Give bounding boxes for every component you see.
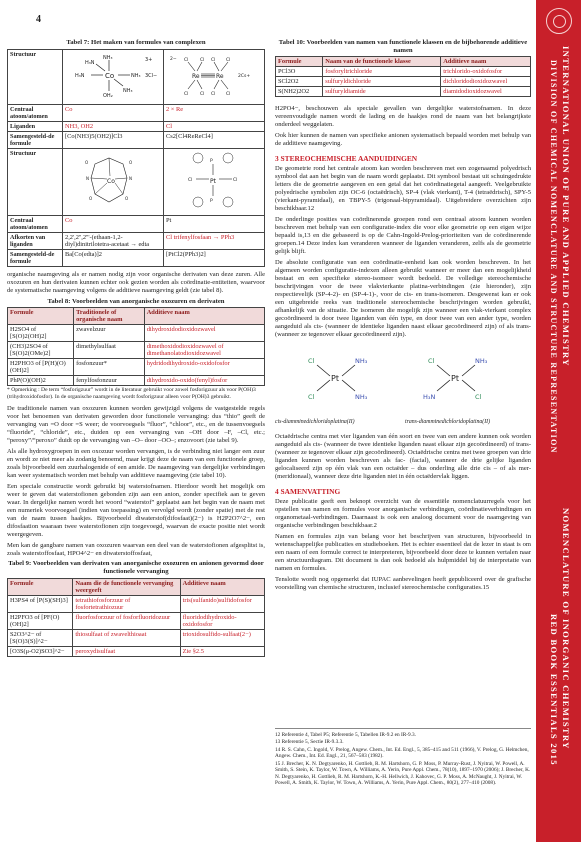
right-column <box>275 38 531 595</box>
table-row <box>8 629 265 646</box>
table-cell: dimethylsulfaat <box>74 342 145 359</box>
column-header: Additieve naam <box>180 578 264 595</box>
table-row <box>8 376 265 386</box>
svg-text:NH₃: NH₃ <box>103 54 113 61</box>
svg-text:Pt: Pt <box>451 374 459 383</box>
table8-note: * Opmerking : De term “fosforigzuur” wordt in de literatuur gebruikt voor zowel fosforigzuur als voor P(OH)3 (trihydroxidofosfor). In de organische naamgeving wordt fosforigzuur alleen voor P(OH)3 gebruikt. <box>7 387 256 401</box>
table-cell: (CH3)2SO4 of [S(O)2(OMe)2] <box>8 342 74 359</box>
paragraph: De onderlinge posities van coördinerende groepen rond een centraal atoom kunnen worden beschreven met behulp van een configuratie-index die voor elke geometrie op een eigen wijze bepaald is,13 en die gebaseerd is op de Cahn-Ingold-Prelog-prioriteiten van de coördinerende groepen.14 Deze index kan veranderen wanneer de liganden veranderen, zelfs als de geometrie gelijk blijft. <box>275 216 531 256</box>
svg-text:Co: Co <box>107 177 115 185</box>
paragraph: Deze publicatie geeft een beknopt overzicht van de essentiële nomenclatuurregels voor het opstellen van namen en formules voor anorganische verbindingen, coördinatieverbindingen en organometaal-verbindingen. Daarnaast is ook een analoog document voor de naamgeving van organische verbindingen beschikbaar.2 <box>275 497 531 529</box>
table-row <box>8 249 265 266</box>
svg-text:Re: Re <box>192 72 200 80</box>
table-row <box>8 148 265 215</box>
table-row <box>8 215 265 232</box>
sidebar-title-line1: INTERNATIONAL UNION OF PURE AND APPLIED CHEMISTRY <box>561 46 571 367</box>
svg-text:O: O <box>125 195 129 201</box>
table-cell: [PtCl2(PPh3)2] <box>164 249 265 266</box>
svg-text:H₃N: H₃N <box>75 72 85 79</box>
table-header-row <box>276 57 531 67</box>
svg-text:NH₃: NH₃ <box>123 87 133 94</box>
platinum-phosphane-drawing <box>166 150 262 210</box>
iupac-seal-icon <box>546 8 572 34</box>
table-cell: dihydroxido-oxido(fenyl)fosfor <box>144 376 264 386</box>
rhenium-dimer-structure <box>164 49 265 104</box>
table7-label-samengesteld: Samengesteld-de formule <box>8 131 63 148</box>
table7 <box>7 49 265 267</box>
table7-label-centraal: Centraal atoom/atomen <box>8 104 63 121</box>
table-row <box>8 121 265 131</box>
table7-label-liganden: Liganden <box>8 121 63 131</box>
table-cell: fenylfosfonzuur <box>74 376 145 386</box>
paragraph: Tenslotte wordt nog opgemerkt dat IUPAC aanbevelingen heeft gepubliceerd over de grafische voorstelling van chemische structuren, inclusief stereochemische configuraties.15 <box>275 575 531 591</box>
sidebar-title-line2: DIVISION OF CHEMICAL NOMENCLATURE AND STRUCTURE REPRESENTATION <box>549 60 558 454</box>
svg-text:Cl: Cl <box>200 91 205 97</box>
table-header-row <box>8 308 265 325</box>
table-row <box>8 646 265 656</box>
svg-text:Cl: Cl <box>200 57 205 63</box>
svg-text:Cl: Cl <box>188 177 193 183</box>
cobalt-edta-structure <box>63 148 164 215</box>
table-cell: Pt <box>164 215 265 232</box>
svg-text:P: P <box>210 198 213 204</box>
svg-text:N: N <box>86 175 89 181</box>
left-column <box>7 38 265 657</box>
table-cell: S2O3^2− of [S(O)3(S)]^2− <box>8 629 73 646</box>
table-cell: sulfuryldiamide <box>323 87 441 97</box>
table-row <box>8 359 265 376</box>
section-heading: 3 STEREOCHEMISCHE AANDUIDINGEN <box>275 154 418 164</box>
table-row <box>276 87 531 97</box>
paragraph: Als alle hydroxygroepen in een oxozuur worden vervangen, is de verbinding niet langer een zuur en wordt ze niet meer als zodanig benoemd, maar krijgt deze de naam van een functionele groep, zoals bijvoorbeeld een zuurhalogenide of een amide. De naamgeving van dergelijke verbindingen kan weer systematisch worden met behulp van additieve naamgeving (zie tabel 10). <box>7 447 265 479</box>
table-cell: NH3, OH2 <box>63 121 164 131</box>
paragraph: Men kan de gangbare namen van oxozuren waarvan een deel van de waterstofionen afgesplitst is, zoals waterstoffosfaat, HPO4^2− en diwaterstoffosfaat, <box>7 541 265 557</box>
platinum-phosphane-structure <box>164 148 265 215</box>
paragraph: Een speciale constructie wordt gebruikt bij waterstofnamen. Hierdoor wordt het mogelijk om weer te geven dat waterstofionen gebonden zijn aan een anion, zonder specifiek aan te geven waar. In dergelijke namen wordt het woord “waterstof” geplaatst aan het begin van de naam met een numeriek voorvoegsel (indien van toepassing) en vervolgd wordt (zonder spatie) met de rest van de naam tussen haakjes. Bijvoorbeeld diwaterstof(difosfaat)(2−) is H2P2O7^2−, een difosfaation waaraan twee waterstofionen zijn toegevoegd, waarvan de exacte positie niet wordt weergegeven. <box>7 482 265 538</box>
svg-text:Cl: Cl <box>428 357 435 365</box>
charge-label: 3+ <box>145 56 153 63</box>
table-cell: dimethoxidodioxidozwavel of dimethanolatodioxidozwavel <box>144 342 264 359</box>
svg-text:Co: Co <box>105 71 115 80</box>
table-row <box>8 595 265 612</box>
table10 <box>275 56 531 97</box>
page-number: 4 <box>36 14 41 25</box>
paragraph: De geometrie rond het centrale atoom kan worden beschreven met een zogenaamd polyedrisch symbool dat aan het begin van de naam wordt geplaatst. Dit symbool bestaat uit schuingedrukte letters die de geometrie aangeven en een getal dat het coördinatiegetal aangeeft. Veelgebruikte polyedrische symbolen zijn OC-6 (octaëdrisch), SP-4 (vlak vierkant), T-4 (tetraëdrisch), SPY-5 (vierkant-pyramidaal), en TBPY-5 (trigonaal-bipyramidaal). Uitgebreidere overzichten zijn beschikbaar.12 <box>275 165 531 213</box>
table-cell: peroxydisulfaat <box>73 646 180 656</box>
table7-label-samengesteld-2: Samengesteld-de formule <box>8 249 63 266</box>
counterion-label: 2Cs+ <box>238 73 251 79</box>
table10-caption: Tabel 10: Voorbeelden van namen van functionele klassen en de bijbehorende additieve namen <box>278 39 528 54</box>
svg-text:P: P <box>210 158 213 164</box>
table-row <box>8 342 265 359</box>
table-cell: diamidodioxidozwavel <box>441 87 531 97</box>
table7-label-afkorten: Afkorten van liganden <box>8 232 63 249</box>
table-row <box>8 232 265 249</box>
svg-text:O: O <box>89 195 93 201</box>
table-cell: fosfonzuur* <box>74 359 145 376</box>
platinum-isomers-drawing <box>275 343 531 415</box>
footnote: 13 Referentie 5, Sectie IR-9.3.3. <box>275 739 344 746</box>
svg-text:Cl: Cl <box>233 177 238 183</box>
paragraph: organische naamgeving als er namen nodig zijn voor organische derivaten van deze zuren. Alle oxozuren en hun derivaten kunnen echter ook gezien worden als coördinatie-entiteiten, waarvoor de systematische naamgeving volgens de additieve naamgeving geldt (zie tabel 8). <box>7 270 265 294</box>
table-cell: SCl2O2 <box>276 77 323 87</box>
table-cell: tris(sulfanido)sulfidofosfor <box>180 595 264 612</box>
table-cell: [O3S(μ-O2)SO3]^2− <box>8 646 73 656</box>
svg-text:Cl: Cl <box>211 91 216 97</box>
paragraph: H2PO4−, beschouwen als speciale gevallen van dergelijke waterstofnamen. In deze vereenvoudigde namen wordt de lading en de haakjes rond de naam van het belangrijkste onderdeel weggelaten. <box>275 105 531 129</box>
cis-isomer-caption: cis-diamminedichloridoplatina(II) <box>275 419 355 425</box>
svg-text:Re: Re <box>216 72 224 80</box>
table-cell: zwavelzuur <box>74 325 145 342</box>
table-cell: S(NH2)2O2 <box>276 87 323 97</box>
footnote: 12 Referentie 4, Tabel P5; Referentie 5, Tabellen IR-9.2 en IR-9.3. <box>275 732 417 738</box>
column-header: Formule <box>276 57 323 67</box>
svg-text:O: O <box>129 159 133 165</box>
table-row <box>276 67 531 77</box>
svg-text:Pt: Pt <box>331 374 339 383</box>
svg-text:NH₃: NH₃ <box>355 393 368 401</box>
footnote: 14 R. S. Cahn, C. Ingold, V. Prelog, Angew. Chem., Int. Ed. Engl., 5, 385–415 and 511 (1966), V. Prelog, G. Helmchen, Angew. Chem., Int. Ed. Engl., 21, 567–583 (1982). <box>275 746 529 760</box>
svg-text:Cl: Cl <box>211 57 216 63</box>
table8 <box>7 307 265 386</box>
table-cell: 2,2',2'',2'''-(ethaan-1,2-diyl)dinitrilotetra-acetaat → edta <box>63 232 164 249</box>
svg-text:Cl: Cl <box>226 91 231 97</box>
table-cell: dichloridodioxidozwavel <box>441 77 531 87</box>
table-row <box>8 612 265 629</box>
table-cell: Co <box>63 104 164 121</box>
column-header: Additieve naam <box>441 57 531 67</box>
table-cell: fluorfosforzuur of fosforfluoridozuur <box>73 612 180 629</box>
table-cell: tetrathiofosforzuur of fosfortetrathiozuur <box>73 595 180 612</box>
svg-text:NH₃: NH₃ <box>475 357 488 365</box>
counterion-label: 3Cl− <box>145 72 158 79</box>
column-header: Naam die de functionele vervanging weergeeft <box>73 578 180 595</box>
table-cell: 2 × Re <box>164 104 265 121</box>
table-cell: H2SO4 of [S(O)2(OH)2] <box>8 325 74 342</box>
cobalt-ammine-structure <box>63 49 164 104</box>
paragraph: Octaëdrische centra met vier liganden van één soort en twee van een andere kunnen ook worden aangeduid als cis- (wanneer de twee identieke liganden naast elkaar zijn gecoördineerd) of trans- (wanneer ze tegenover elkaar zijn gecoördineerd). Octaëdrische centra met twee groepen van drie liganden kunnen worden beschreven als fac- (facial), wanneer de drie gelijke liganden gelocaliseerd zijn op één vlak van een octaëder – dus onderling alle drie cis – of als mer- (meridionaal), wanneer deze drie liganden niet in één octaëdervlak liggen. <box>275 433 531 480</box>
svg-text:OH₂: OH₂ <box>103 92 113 99</box>
table-cell: Cs2[Cl4ReReCl4] <box>164 131 265 148</box>
table-cell: thiosulfaat of zwavelthioaat <box>73 629 180 646</box>
table-cell: Cl <box>164 121 265 131</box>
table7-label-structuur: Structuur <box>8 49 63 104</box>
svg-text:Cl: Cl <box>226 57 231 63</box>
cobalt-ammine-drawing <box>65 51 161 99</box>
trans-isomer-caption: trans-diamminedichloridoplatina(II) <box>405 419 491 425</box>
isomer-figure <box>275 343 531 431</box>
table-header-row <box>8 578 265 595</box>
table-cell: H2PHO3 of [P(H)(O)(OH)2] <box>8 359 74 376</box>
paragraph: De absolute configuratie van een coördinatie-eenheid kan ook worden beschreven. In het algemeen worden configuratie-indexen alleen gebruikt wanneer er meer dan een mogelijkheid bestaat en een specifieke stereo-isomeer wordt bedoeld. De volledige stereochemische beschrijvingen voor de twee vlakvierkante platina-verbindingen (zie hieronder), zijn respectievelijk (SP-4-2)- en (SP-4-1)-, voor de cis- en trans-isomeren. Desgewenst kan er ook een uitgebreide reeks van traditionele stereochemische beschrijvingen worden gebruikt, afhankelijk van de situatie. De isomeren die mogelijk zijn wanneer een vlak-vierkant complex gecoördineerd is door twee liganden van één type, en door twee van een ander type, worden aangeduid als cis- (wanneer de identieke liganden naast elkaar gecoördineerd zijn) of als trans- (wanneer ze tegenover elkaar gecoördineerd zijn). <box>275 259 531 339</box>
section-heading: 4 SAMENVATTING <box>275 486 341 496</box>
svg-text:Pt: Pt <box>210 177 216 185</box>
paragraph: Ook hier kunnen de namen van specifieke anionen systematisch bepaald worden met behulp van de additieve naamgeving. <box>275 132 531 148</box>
column-header: Formule <box>8 308 74 325</box>
table-cell: Cl trifenylfosfaan → PPh3 <box>164 232 265 249</box>
table9-caption: Tabel 9: Voorbeelden van derivaten van anorganische oxozuren en anionen gevormd door functionele vervanging <box>8 560 264 576</box>
table-cell: trichlorido-oxidofosfor <box>441 67 531 77</box>
footnote: 15 J. Brecher, K. N. Degtyarenko, H. Gottlieb, R. M. Hartshorn, G. P. Moss, P. Murray-Rust, J. Nyitrai, W. Powell, A. Smith, S. Stein, K. Taylor, W. Town, A. Williams, A. Yerin, Pure Appl. Chem., 78(10), 1897–1970 (2006); J. Brecher, K. N. Degtyarenko, H. Gottlieb, R. M. Hartshorn, K.-H. Hellwich, J. Kahovec, G. P. Moss, A. McNaught, J. Nyitrai, W. Powell, A. Smith, K. Taylor, W. Town, A. Williams, A. Yerin, Pure Appl. Chem., 80(2), 277–410 (2008). <box>275 760 531 787</box>
svg-text:Cl: Cl <box>308 393 315 401</box>
svg-text:NH₃: NH₃ <box>131 72 141 79</box>
table7-label-centraal-2: Centraal atoom/atomen <box>8 215 63 232</box>
svg-text:O: O <box>85 159 89 165</box>
table-cell: Ba[Co(edta)]2 <box>63 249 164 266</box>
table-cell: PhP(O)(OH)2 <box>8 376 74 386</box>
svg-text:Cl: Cl <box>308 357 315 365</box>
sidebar-title-line4: RED BOOK ESSENTIALS 2015 <box>549 614 559 766</box>
table-cell: fosforyltrichloride <box>323 67 441 77</box>
table-cell: fluoridodihydroxido-oxidofosfor <box>180 612 264 629</box>
table7-label-structuur-2: Structuur <box>8 148 63 215</box>
table-cell: trioxidosulfido-sulfaat(2−) <box>180 629 264 646</box>
paragraph: Namen en formules zijn van belang voor het beschrijven van structuren, bijvoorbeeld in wetenschappelijke publicaties en studieboeken. Het is echter essentieel dat de lezer in staat is om een naam of een formule correct te interpreteren, bijvoorbeeld door deze te kunnen vertalen naar een structuurdiagram. Dit document is dan ook bedoeld als hulpmiddel bij de interpretatie van namen en formules. <box>275 532 531 572</box>
svg-text:N: N <box>129 175 132 181</box>
sidebar-title-line3: NOMENCLATURE OF INORGANIC CHEMISTRY <box>561 508 571 750</box>
svg-text:Cl: Cl <box>184 91 189 97</box>
table-cell: sulfuryldichloride <box>323 77 441 87</box>
column-header: Naam van de functionele klasse <box>323 57 441 67</box>
table-cell: [Co(NH3)5(OH2)]Cl3 <box>63 131 164 148</box>
table-row <box>276 77 531 87</box>
svg-text:H₃N: H₃N <box>423 393 436 401</box>
table9 <box>7 578 265 657</box>
table-cell: hydridodihydroxido-oxidofosfor <box>144 359 264 376</box>
svg-text:Cl: Cl <box>475 393 482 401</box>
footnotes <box>275 728 531 788</box>
rhenium-dimer-drawing <box>166 51 262 99</box>
cobalt-edta-drawing <box>65 150 161 210</box>
table-row <box>8 325 265 342</box>
table-row <box>8 49 265 104</box>
table-cell: PCl3O <box>276 67 323 77</box>
table-cell: dihydroxidodioxidozwavel <box>144 325 264 342</box>
charge-label: 2− <box>170 56 177 62</box>
table8-caption: Tabel 8: Voorbeelden van anorganische oxozuren en derivaten <box>47 297 225 305</box>
table-row <box>8 104 265 121</box>
svg-text:Cl: Cl <box>184 57 189 63</box>
table-row <box>8 131 265 148</box>
column-header: Additieve naam <box>144 308 264 325</box>
table-cell: H3PS4 of [P(S)(SH)3] <box>8 595 73 612</box>
column-header: Traditionele of organische naam <box>74 308 145 325</box>
svg-text:H₃N: H₃N <box>85 59 95 66</box>
paragraph: De traditionele namen van oxozuren kunnen worden gewijzigd volgens de vastgestelde regels voor het benoemen van derivaten geworden door functionele vervanging: dus “thio” geeft de vervanging van =O door =S weer; de voorvoegsels “fluor”, “chloor”, etc., en de tussenvoegsels “fluoride”, “chloride”, etc., duiden op een vervanging van –OH door –F, –Cl, etc.; “peroxy”/“peroxo” duidt op de vervanging van –O– door –OO–; enzovoort (zie tabel 9). <box>7 404 265 444</box>
table-cell: H2PFO3 of [PF(O)(OH)2] <box>8 612 73 629</box>
svg-text:NH₃: NH₃ <box>355 357 368 365</box>
table-cell: Zie §2.5 <box>180 646 264 656</box>
table7-caption: Tabel 7: Het maken van formules van complexen <box>66 39 206 46</box>
column-header: Formule <box>8 578 73 595</box>
table-cell: Co <box>63 215 164 232</box>
